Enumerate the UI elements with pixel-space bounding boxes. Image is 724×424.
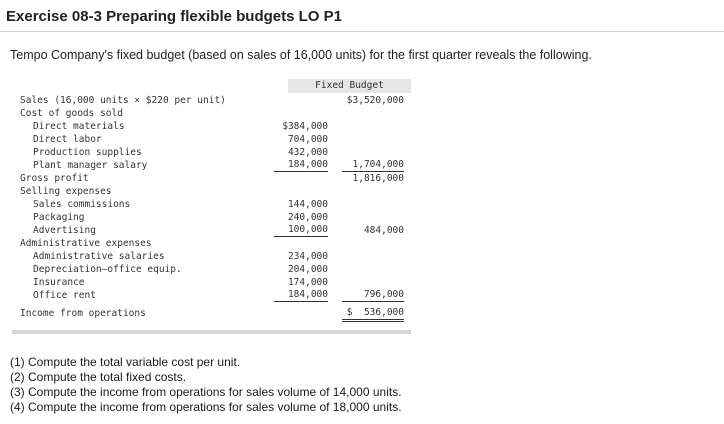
row-direct-materials bbox=[12, 120, 411, 133]
row-label: Production supplies bbox=[33, 147, 142, 158]
row-production-supplies bbox=[12, 146, 411, 159]
row-label: Direct materials bbox=[33, 121, 125, 132]
row-sales bbox=[12, 94, 411, 107]
row-insurance bbox=[12, 276, 411, 289]
detail-amount: 100,000 bbox=[274, 224, 328, 237]
total-amount: 484,000 bbox=[363, 225, 404, 236]
row-administrative-expenses bbox=[12, 237, 411, 250]
total-amount: 1,816,000 bbox=[352, 173, 404, 184]
row-label: Insurance bbox=[33, 277, 85, 288]
row-depreciation-office-equip bbox=[12, 263, 411, 276]
intro-text: Tempo Company's fixed budget (based on sales of 16,000 units) for the first quarter reveals the following. bbox=[10, 48, 592, 62]
page-title: Exercise 08-3 Preparing flexible budgets LO P1 bbox=[6, 8, 342, 25]
row-selling-expenses bbox=[12, 185, 411, 198]
table-bottom-bar bbox=[12, 330, 411, 334]
row-label: Cost of goods sold bbox=[20, 108, 123, 119]
detail-amount: 204,000 bbox=[287, 264, 328, 275]
row-gross-profit bbox=[12, 172, 411, 185]
row-label: Administrative expenses bbox=[20, 238, 152, 249]
detail-amount: 144,000 bbox=[287, 199, 328, 210]
detail-amount: 432,000 bbox=[287, 147, 328, 158]
total-amount: 1,704,000 bbox=[342, 159, 404, 172]
row-direct-labor bbox=[12, 133, 411, 146]
row-cost-of-goods-sold bbox=[12, 107, 411, 120]
row-label: Packaging bbox=[33, 212, 85, 223]
question-3: (3) Compute the income from operations for sales volume of 14,000 units. bbox=[10, 385, 402, 399]
question-2: (2) Compute the total fixed costs. bbox=[10, 370, 187, 384]
detail-amount: 174,000 bbox=[287, 277, 328, 288]
detail-amount: 704,000 bbox=[287, 134, 328, 145]
question-1: (1) Compute the total variable cost per unit. bbox=[10, 355, 241, 369]
detail-amount: 240,000 bbox=[287, 212, 328, 223]
row-office-rent bbox=[12, 289, 411, 302]
row-label: Office rent bbox=[33, 290, 96, 301]
title-divider bbox=[0, 31, 724, 32]
detail-amount: 184,000 bbox=[274, 289, 328, 302]
fixed-budget-table bbox=[12, 79, 411, 335]
row-label: Selling expenses bbox=[20, 186, 112, 197]
row-label: Sales commissions bbox=[33, 199, 131, 210]
row-sales-commissions bbox=[12, 198, 411, 211]
row-advertising bbox=[12, 224, 411, 237]
question-4: (4) Compute the income from operations for sales volume of 18,000 units. bbox=[10, 400, 402, 414]
row-plant-manager-salary bbox=[12, 159, 411, 172]
row-label: Sales (16,000 units × $220 per unit) bbox=[20, 95, 226, 106]
total-amount: $ 536,000 bbox=[342, 307, 404, 322]
row-label: Income from operations bbox=[20, 308, 146, 319]
total-amount: $3,520,000 bbox=[346, 95, 404, 106]
row-label: Administrative salaries bbox=[33, 251, 165, 262]
row-label: Depreciation—office equip. bbox=[33, 264, 182, 275]
row-packaging bbox=[12, 211, 411, 224]
column-header: Fixed Budget bbox=[315, 80, 384, 91]
row-label: Gross profit bbox=[20, 173, 89, 184]
row-label: Direct labor bbox=[33, 134, 102, 145]
row-administrative-salaries bbox=[12, 250, 411, 263]
detail-amount: 234,000 bbox=[287, 251, 328, 262]
total-amount: 796,000 bbox=[342, 289, 404, 302]
detail-amount: $384,000 bbox=[282, 121, 328, 132]
detail-amount: 184,000 bbox=[274, 159, 328, 172]
row-income-from-operations bbox=[12, 307, 411, 320]
row-label: Plant manager salary bbox=[33, 160, 148, 171]
row-label: Advertising bbox=[33, 225, 96, 236]
